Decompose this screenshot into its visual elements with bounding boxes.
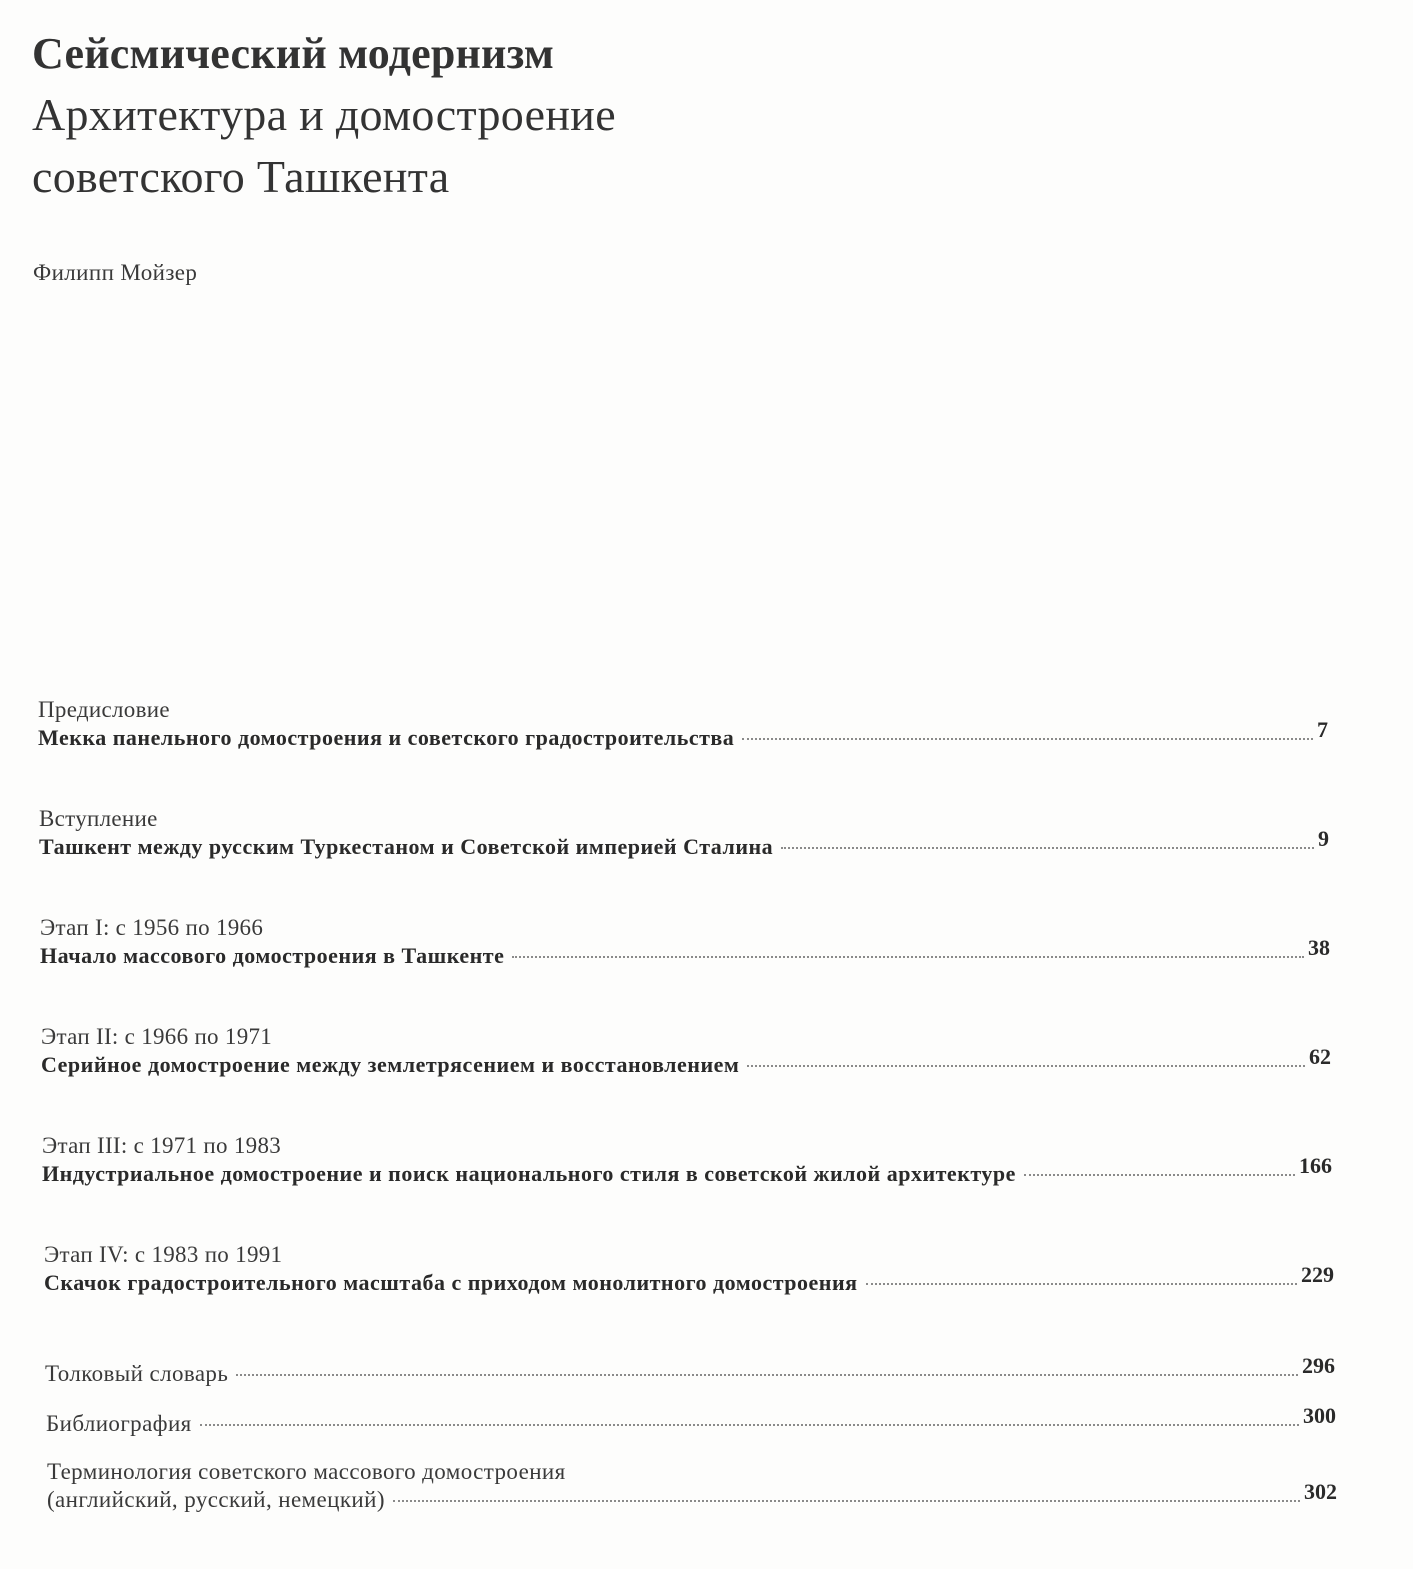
toc-row: [42, 1153, 1332, 1188]
toc-page-number: 296: [1302, 1353, 1335, 1378]
toc-page-number: 302: [1304, 1479, 1337, 1504]
toc-section-label: Этап I: с 1956 по 1966: [40, 915, 264, 940]
toc-section-label: Этап IV: с 1983 по 1991: [44, 1242, 283, 1267]
toc-appendix-title-line-2: (английский, русский, немецкий): [47, 1487, 385, 1512]
toc-entry-terminology[interactable]: [47, 1458, 1337, 1514]
toc-entry-stage-2[interactable]: [41, 1023, 1331, 1079]
toc-row: [47, 1479, 1337, 1514]
toc-page-number: 166: [1299, 1153, 1332, 1178]
toc-page-number: 9: [1318, 826, 1329, 851]
dot-leader: [781, 846, 1314, 849]
toc-section-label: Предисловие: [38, 697, 170, 722]
toc-row: [45, 1353, 1335, 1388]
toc-entry-introduction[interactable]: [39, 805, 1329, 861]
dot-leader: [393, 1499, 1300, 1502]
toc-row: [38, 717, 1328, 752]
toc-entry-stage-4[interactable]: [44, 1241, 1334, 1297]
toc-appendix-title: Библиография: [46, 1411, 192, 1436]
toc-page-number: 7: [1317, 717, 1328, 742]
toc-appendix-title: Толковый словарь: [45, 1361, 229, 1386]
toc-section-label: Вступление: [39, 806, 158, 831]
dot-leader: [747, 1064, 1305, 1067]
toc-entry-bibliography[interactable]: [46, 1403, 1336, 1438]
toc-chapter-title: Индустриальное домостроение и поиск национального стиля в советской жилой архитектуре: [42, 1161, 1016, 1186]
toc-row: [40, 935, 1330, 970]
author-name: Филипп Мойзер: [33, 260, 198, 285]
toc-page-number: 38: [1308, 935, 1330, 960]
dot-leader: [200, 1423, 1299, 1426]
toc-page-number: 300: [1303, 1403, 1336, 1428]
toc-row: [41, 1044, 1331, 1079]
toc-appendix-title-line-1: Терминология советского массового домостроения: [47, 1459, 566, 1484]
dot-leader: [236, 1373, 1298, 1376]
dot-leader: [742, 737, 1313, 740]
dot-leader: [866, 1282, 1297, 1285]
book-subtitle-line-1: Архитектура и домостроение: [32, 89, 616, 140]
toc-section-label: Этап II: с 1966 по 1971: [41, 1024, 273, 1049]
toc-chapter-title: Скачок градостроительного масштаба с приходом монолитного домостроения: [44, 1270, 858, 1295]
toc-section-label: Этап III: с 1971 по 1983: [42, 1133, 282, 1158]
toc-page-number: 229: [1301, 1262, 1334, 1287]
toc-row: [39, 826, 1329, 861]
dot-leader: [1024, 1173, 1295, 1176]
book-subtitle-line-2: советского Ташкента: [32, 151, 450, 202]
toc-row: [46, 1403, 1336, 1438]
toc-entry-stage-3[interactable]: [42, 1132, 1332, 1188]
toc-page-number: 62: [1309, 1044, 1331, 1069]
toc-chapter-title: Начало массового домостроения в Ташкенте: [40, 943, 505, 968]
toc-chapter-title: Мекка панельного домостроения и советского градостроительства: [38, 725, 735, 750]
toc-chapter-title: Ташкент между русским Туркестаном и Советской империей Сталина: [39, 834, 774, 859]
toc-row: [44, 1262, 1334, 1297]
dot-leader: [512, 955, 1304, 958]
toc-entry-preface[interactable]: [38, 696, 1328, 752]
toc-entry-stage-1[interactable]: [40, 914, 1330, 970]
toc-entry-glossary[interactable]: [45, 1353, 1335, 1388]
toc-chapter-title: Серийное домостроение между землетрясением и восстановлением: [41, 1052, 740, 1077]
book-title: Сейсмический модернизм: [32, 29, 555, 78]
